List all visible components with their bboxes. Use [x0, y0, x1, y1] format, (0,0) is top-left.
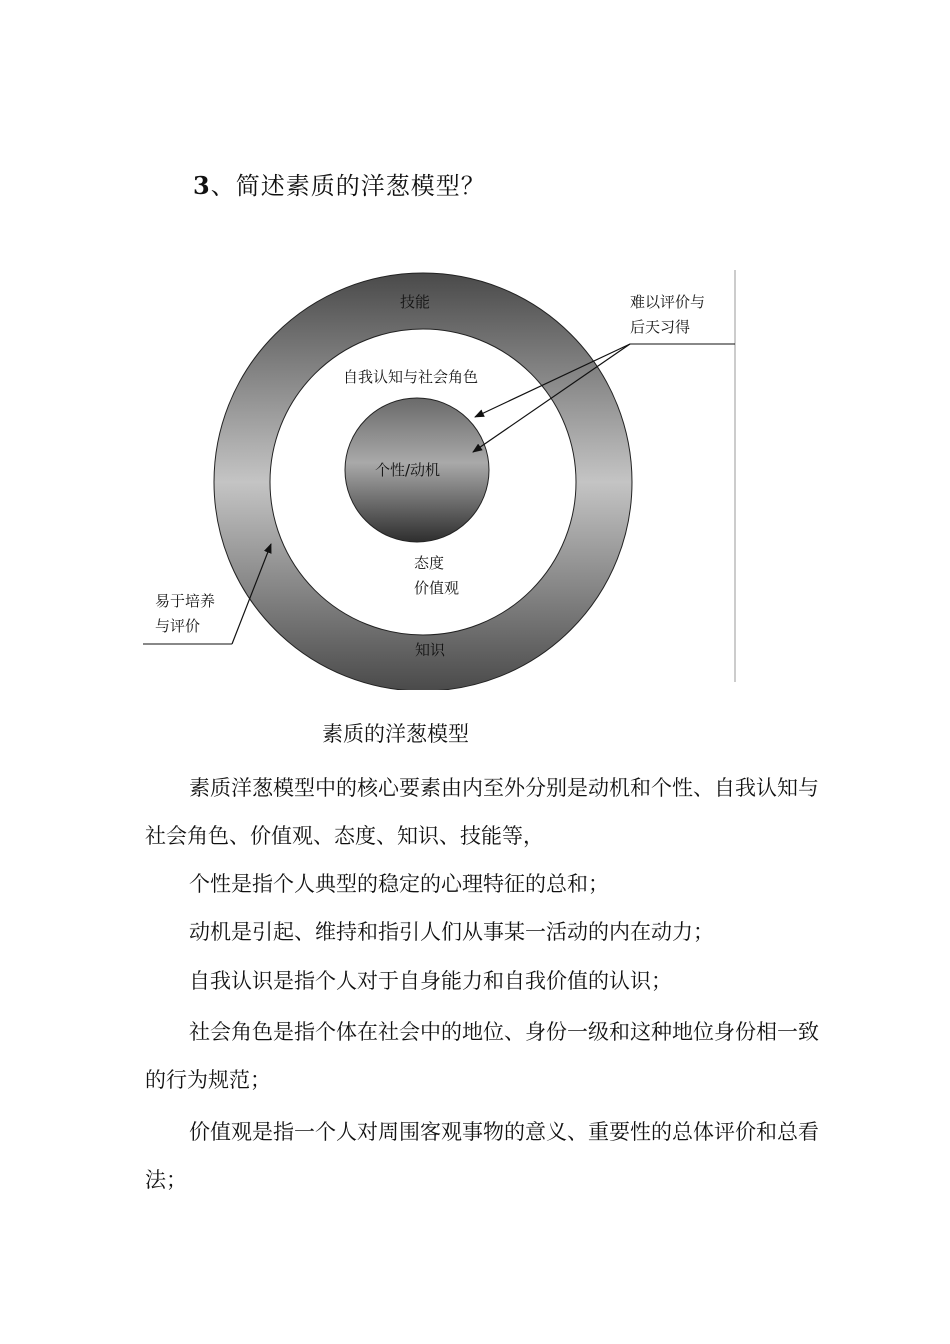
callout-left-line-2: 与评价: [155, 617, 201, 635]
question-title: [193, 166, 486, 201]
paragraph-social-role: 社会角色是指个体在社会中的地位、身份一级和这种地位身份相一致的行为规范；: [145, 1020, 819, 1092]
callout-left-line-1: 易于培养: [155, 592, 216, 610]
callout-right-line-2: 后天习得: [630, 318, 691, 336]
outer-ring-bottom-label: 知识: [415, 641, 446, 659]
middle-bottom-label-2: 价值观: [414, 579, 460, 597]
core-label: 个性/动机: [375, 461, 441, 479]
paragraph-self-cognition: 自我认识是指个人对于自身能力和自我价值的认识；: [189, 969, 672, 993]
paragraph-values: 价值观是指一个人对周围客观事物的意义、重要性的总体评价和总看法；: [145, 1120, 819, 1192]
question-text: 、简述素质的洋葱模型？: [210, 172, 486, 200]
paragraph-core-elements: 素质洋葱模型中的核心要素由内至外分别是动机和个性、自我认知与社会角色、价值观、态度、知识、技能等，: [145, 776, 819, 848]
middle-top-label: 自我认知与社会角色: [343, 368, 479, 386]
question-number: 3: [193, 171, 211, 200]
callout-right-line-1: 难以评价与: [630, 293, 706, 311]
middle-bottom-label-1: 态度: [414, 554, 445, 572]
onion-model-diagram: [0, 260, 950, 690]
paragraph-personality: 个性是指个人典型的稳定的心理特征的总和；: [189, 872, 609, 896]
diagram-caption: 素质的洋葱模型: [322, 722, 469, 746]
paragraph-motivation: 动机是引起、维持和指引人们从事某一活动的内在动力；: [189, 920, 714, 944]
outer-ring-top-label: 技能: [400, 293, 431, 311]
